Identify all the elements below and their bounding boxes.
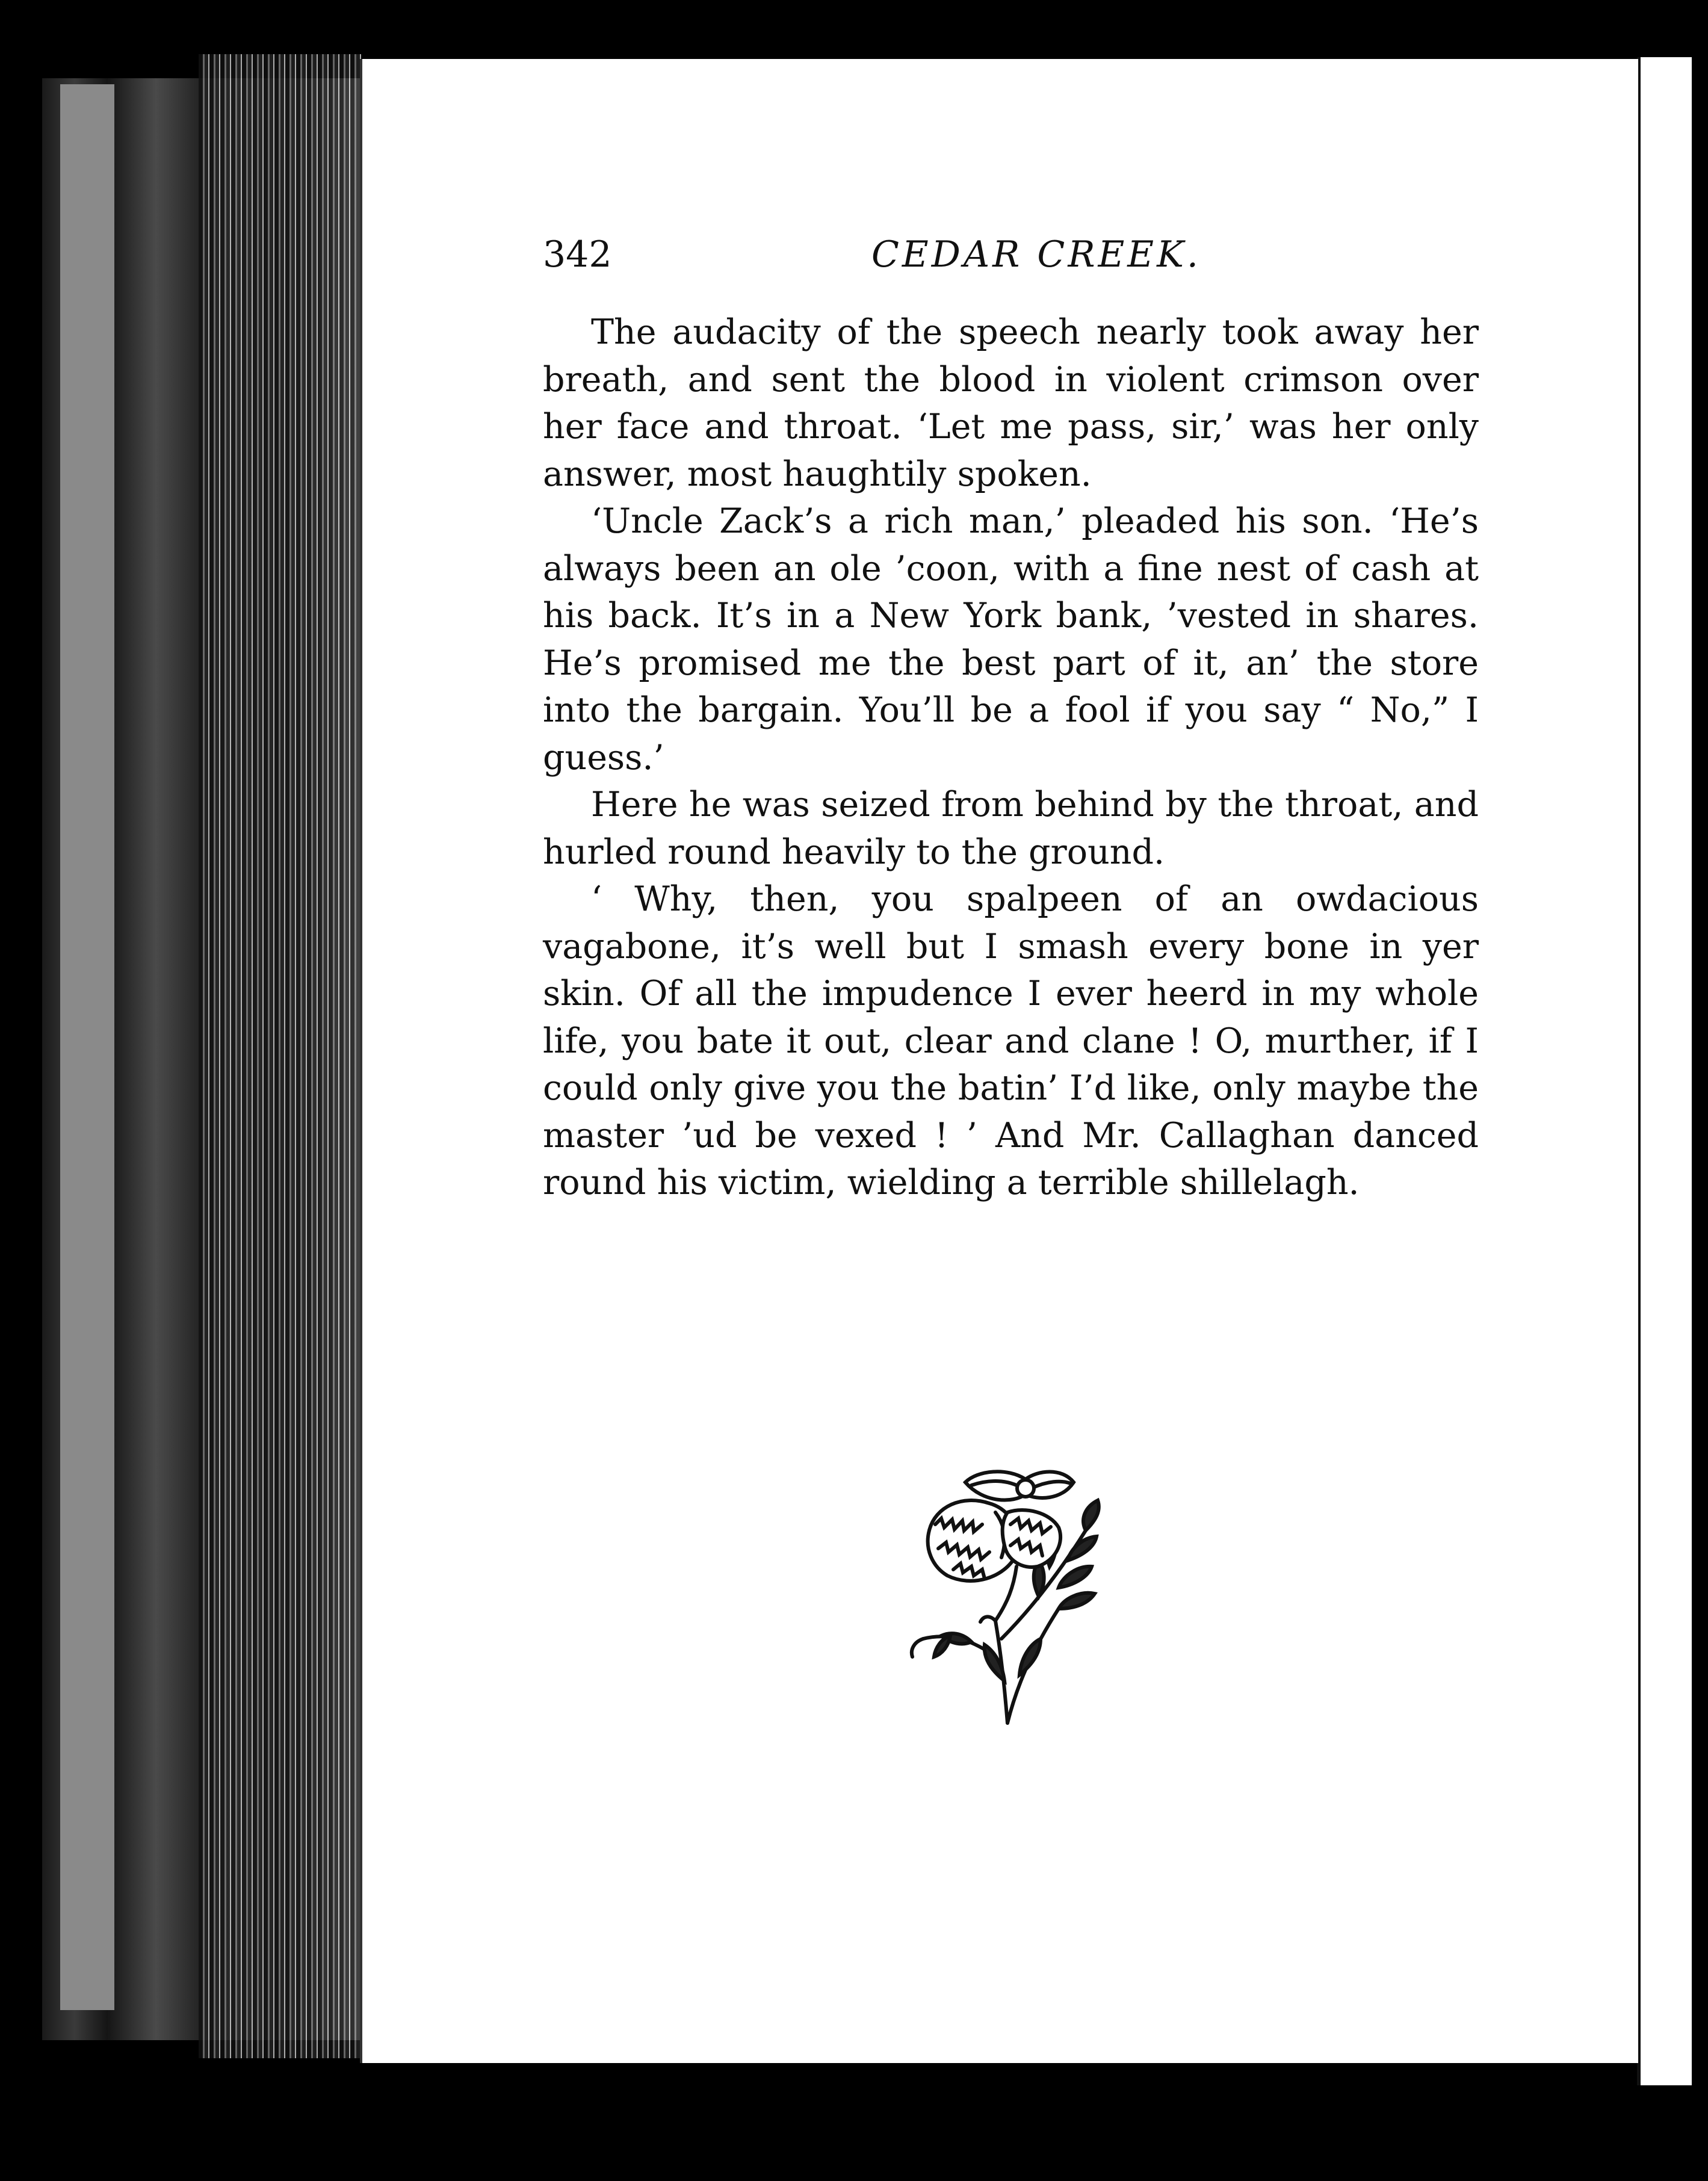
- book-page: [360, 59, 1638, 2063]
- paragraph-4: ‘ Why, then, you spalpeen of an owdacious vagabone, it’s well but I smash every bone in yer skin. Of all the impudence I ever heerd in my whole life, you bate it out, clear and clane ! O, murther, if I could only give you the batin’ I’d like, only maybe the master ’ud be vexed ! ’ And Mr. Callaghan danced round his victim, wielding a terrible shillelagh.: [543, 879, 1479, 1202]
- page-header: [543, 234, 1530, 300]
- paragraph-3: Here he was seized from behind by the throat, and hurled round heavily to the ground.: [543, 785, 1479, 872]
- paragraph-1: The audacity of the speech nearly took away her breath, and sent the blood in violent crimson over her face and throat. ‘Let me pass, sir,’ was her only answer, most haughtily spoken.: [543, 312, 1479, 494]
- paragraph-2: ‘Uncle Zack’s a rich man,’ pleaded his son. ‘He’s always been an ole ’coon, with a fine nest of cash at his back. It’s in a New York bank, ’vested in shares. He’s promised me the best part of it, an’ the store into the bargain. You’ll be a fool if you say “ No,” I guess.’: [543, 501, 1479, 778]
- book-fore-edge: [199, 54, 361, 2058]
- book-spine-strip: [60, 84, 114, 2010]
- running-title: CEDAR CREEK.: [871, 234, 1201, 276]
- facing-page-edge: [1637, 57, 1692, 2085]
- page-number: 342: [543, 234, 612, 276]
- body-text: [543, 309, 1479, 1207]
- floral-ornament-icon: [905, 1458, 1104, 1735]
